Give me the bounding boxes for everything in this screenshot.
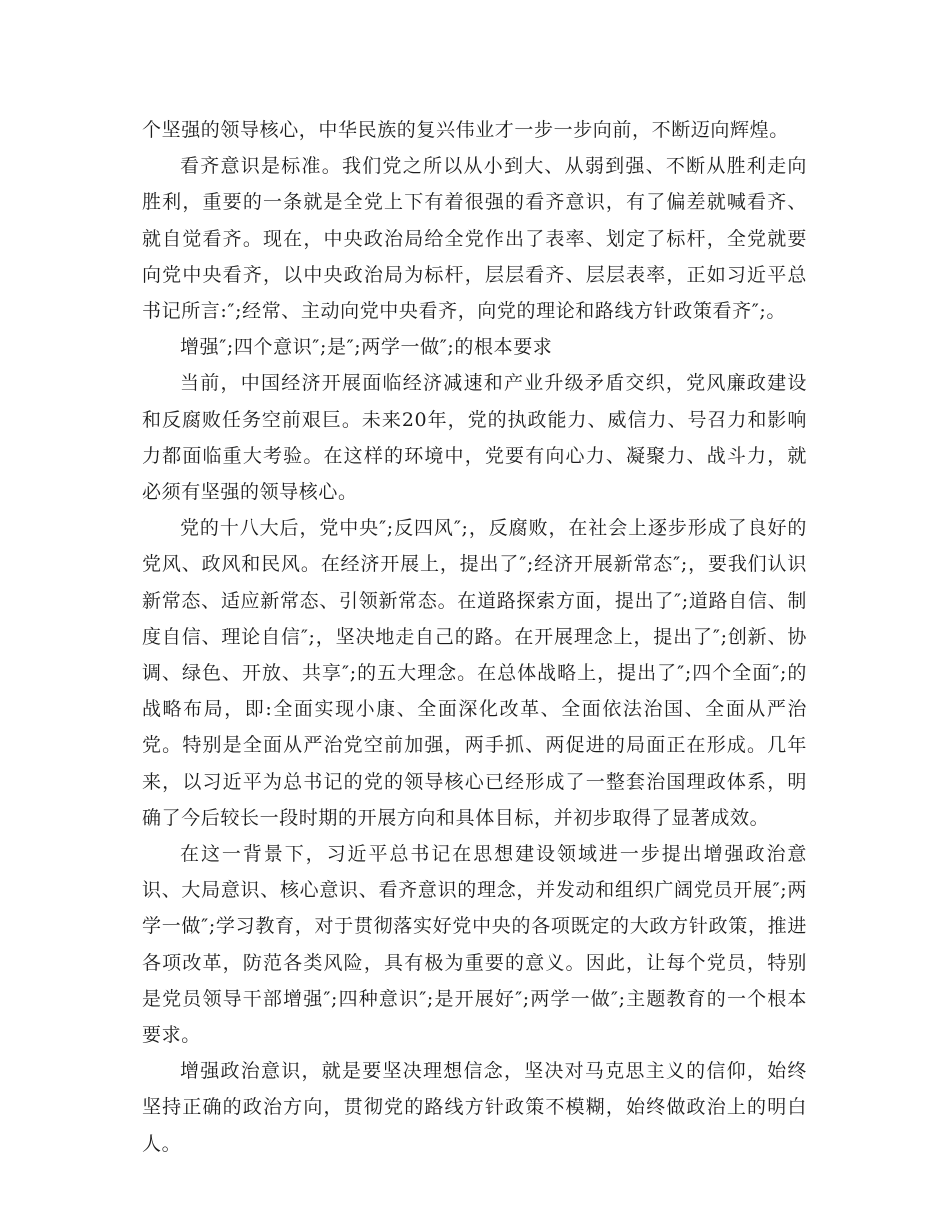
document-body	[142, 112, 807, 1162]
paragraph-3: 当前，中国经济开展面临经济减速和产业升级矛盾交织，党风廉政建设和反腐败任务空前艰巨。未来20年，党的执政能力、威信力、号召力和影响力都面临重大考验。在这样的环境中，党要有向心力、凝聚力、战斗力，就必须有坚强的领导核心。	[142, 372, 807, 504]
paragraph-2: 看齐意识是标准。我们党之所以从小到大、从弱到强、不断从胜利走向胜利，重要的一条就是全党上下有着很强的看齐意识，有了偏差就喊看齐、就自觉看齐。现在，中央政治局给全党作出了表率、划定了标杆，全党就要向党中央看齐，以中央政治局为标杆，层层看齐、层层表率，正如习近平总书记所言:″;经常、主动向党中央看齐，向党的理论和路线方针政策看齐″;。	[142, 155, 807, 323]
paragraph-5: 在这一背景下，习近平总书记在思想建设领域进一步提出增强政治意识、大局意识、核心意识、看齐意识的理念，并发动和组织广阔党员开展″;两学一做″;学习教育，对于贯彻落实好党中央的各项既定的大政方针政策，推进各项改革，防范各类风险，具有极为重要的意义。因此，让每个党员，特别是党员领导干部增强″;四种意识″;是开展好″;两学一做″;主题教育的一个根本要求。	[142, 843, 807, 1047]
paragraph-6: 增强政治意识，就是要坚决理想信念，坚决对马克思主义的信仰，始终坚持正确的政治方向，贯彻党的路线方针政策不模糊，始终做政治上的明白人。	[142, 1060, 807, 1155]
section-heading: 增强″;四个意识″;是″;两学一做″;的根本要求	[180, 336, 553, 359]
paragraph-4: 党的十八大后，党中央″;反四风″;，反腐败，在社会上逐步形成了良好的党风、政风和民风。在经济开展上，提出了″;经济开展新常态″;，要我们认识新常态、适应新常态、引领新常态。在道路探索方面，提出了″;道路自信、制度自信、理论自信″;，坚决地走自己的路。在开展理念上，提出了″;创新、协调、绿色、开放、共享″;的五大理念。在总体战略上，提出了″;四个全面″;的战略布局，即:全面实现小康、全面深化改革、全面依法治国、全面从严治党。特别是全面从严治党空前加强，两手抓、两促进的局面正在形成。几年来，以习近平为总书记的党的领导核心已经形成了一整套治国理政体系，明确了今后较长一段时期的开展方向和具体目标，并初步取得了显著成效。	[142, 517, 807, 829]
paragraph-1: 个坚强的领导核心，中华民族的复兴伟业才一步一步向前，不断迈向辉煌。	[142, 119, 789, 141]
